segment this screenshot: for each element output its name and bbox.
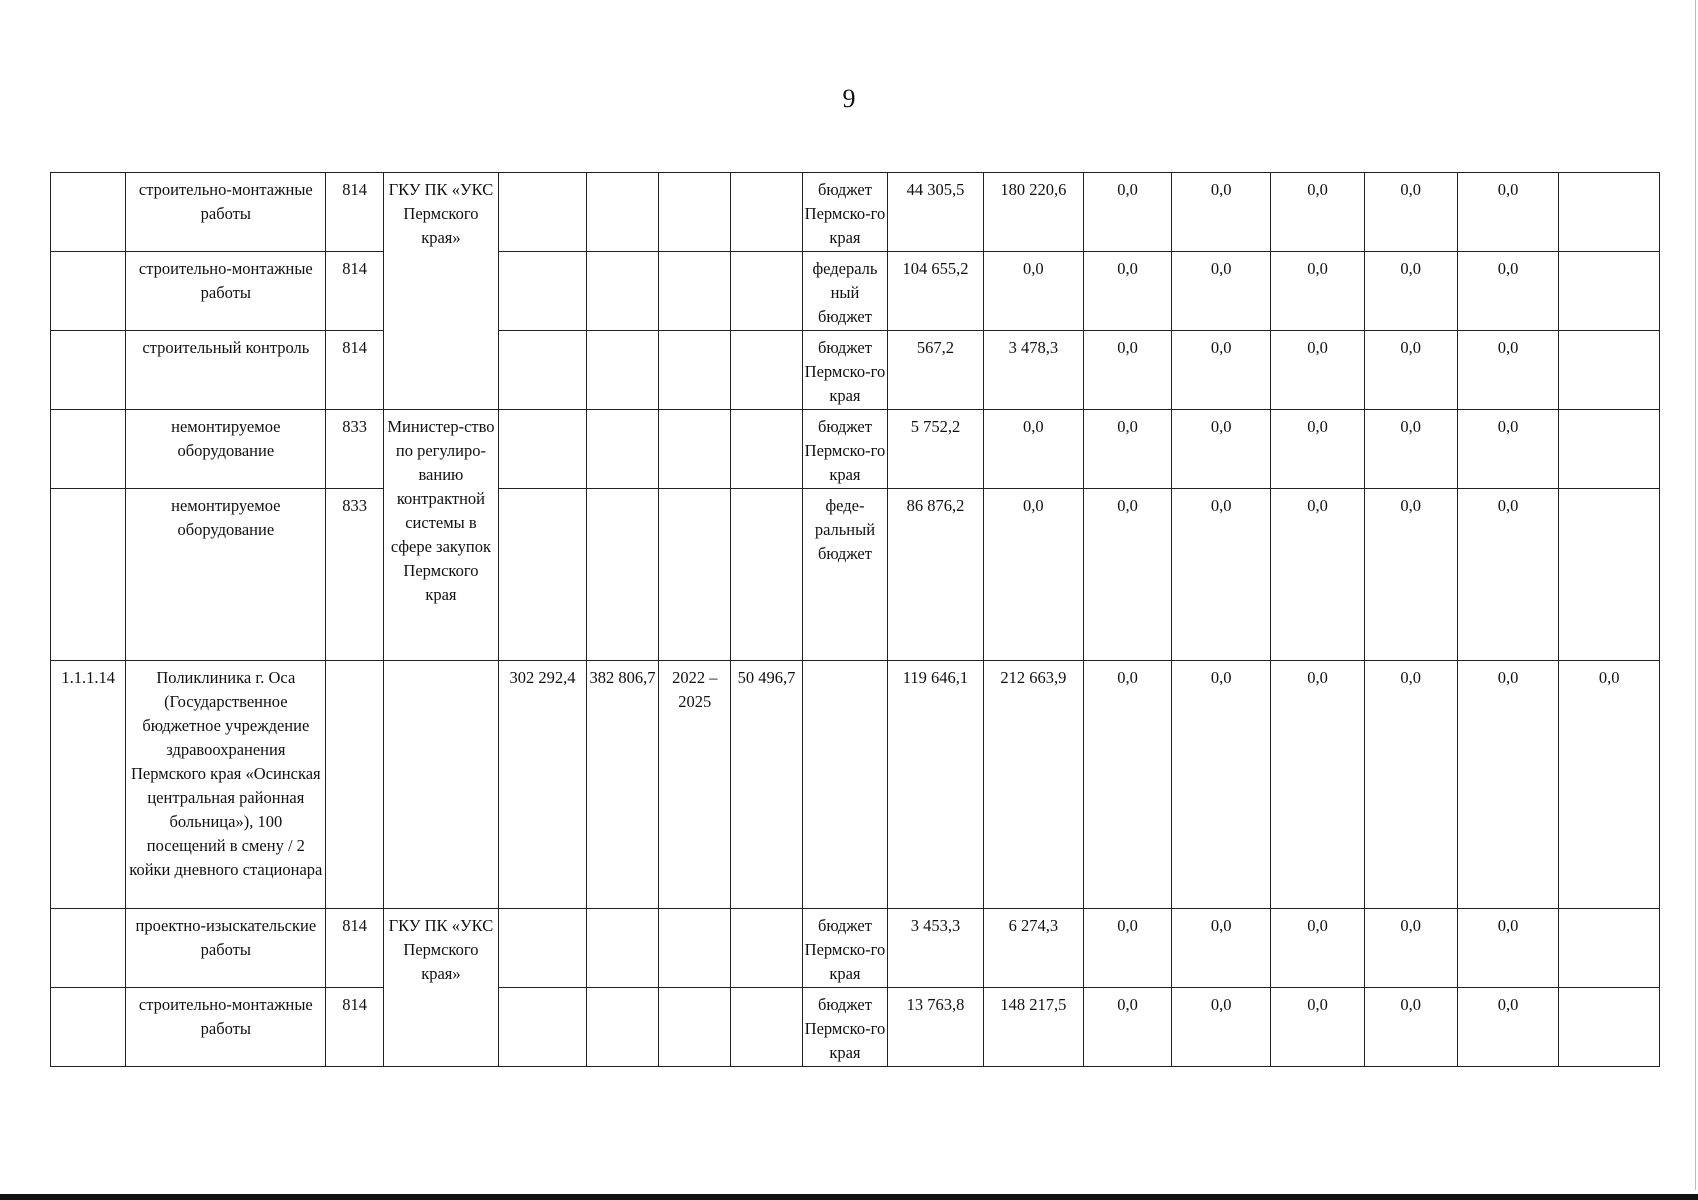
value-cell: 0,0 bbox=[1084, 489, 1172, 661]
value-cell bbox=[1559, 331, 1660, 410]
name-cell: строительно-монтажные работы bbox=[126, 988, 326, 1067]
value-cell: 44 305,5 bbox=[888, 173, 983, 252]
value-cell: 0,0 bbox=[1364, 489, 1457, 661]
value-cell: 567,2 bbox=[888, 331, 983, 410]
value-cell: 0,0 bbox=[1457, 252, 1559, 331]
cost-cell bbox=[731, 909, 802, 988]
code-cell bbox=[51, 252, 126, 331]
code-cell bbox=[51, 489, 126, 661]
source-cell: бюджет Пермско-го края bbox=[802, 331, 888, 410]
executor-cell bbox=[383, 661, 498, 909]
period-cell bbox=[659, 410, 731, 489]
grbs-cell: 814 bbox=[326, 173, 384, 252]
period-cell bbox=[659, 252, 731, 331]
grbs-cell: 814 bbox=[326, 988, 384, 1067]
source-cell: бюджет Пермско-го края bbox=[802, 988, 888, 1067]
value-cell: 0,0 bbox=[1084, 661, 1172, 909]
table-row bbox=[51, 909, 1660, 988]
value-cell: 0,0 bbox=[1364, 252, 1457, 331]
period-cell bbox=[659, 489, 731, 661]
cost-cell bbox=[499, 331, 587, 410]
grbs-cell: 833 bbox=[326, 489, 384, 661]
value-cell: 0,0 bbox=[1084, 173, 1172, 252]
value-cell: 0,0 bbox=[1084, 331, 1172, 410]
value-cell: 0,0 bbox=[1271, 252, 1364, 331]
cost-cell bbox=[731, 173, 802, 252]
value-cell: 0,0 bbox=[1172, 331, 1271, 410]
value-cell: 0,0 bbox=[1084, 988, 1172, 1067]
executor-cell: Министер-ство по регулиро-ванию контрактной системы в сфере закупок Пермского края bbox=[383, 410, 498, 661]
value-cell: 212 663,9 bbox=[983, 661, 1083, 909]
source-cell bbox=[802, 661, 888, 909]
value-cell: 0,0 bbox=[1364, 331, 1457, 410]
grbs-cell bbox=[326, 661, 384, 909]
value-cell: 0,0 bbox=[1271, 331, 1364, 410]
cost-cell bbox=[731, 988, 802, 1067]
value-cell bbox=[1559, 988, 1660, 1067]
value-cell: 6 274,3 bbox=[983, 909, 1083, 988]
cost-cell bbox=[586, 252, 658, 331]
value-cell: 0,0 bbox=[1172, 661, 1271, 909]
code-cell bbox=[51, 909, 126, 988]
grbs-cell: 833 bbox=[326, 410, 384, 489]
value-cell: 0,0 bbox=[1271, 909, 1364, 988]
source-cell: федераль ный бюджет bbox=[802, 252, 888, 331]
value-cell: 13 763,8 bbox=[888, 988, 983, 1067]
value-cell: 0,0 bbox=[1271, 410, 1364, 489]
cost-cell bbox=[586, 988, 658, 1067]
value-cell: 0,0 bbox=[1084, 410, 1172, 489]
value-cell bbox=[1559, 252, 1660, 331]
value-cell: 5 752,2 bbox=[888, 410, 983, 489]
period-cell bbox=[659, 909, 731, 988]
cost-cell bbox=[731, 489, 802, 661]
value-cell: 119 646,1 bbox=[888, 661, 983, 909]
name-cell: немонтируемое оборудование bbox=[126, 410, 326, 489]
value-cell: 0,0 bbox=[1084, 252, 1172, 331]
value-cell: 0,0 bbox=[1457, 489, 1559, 661]
value-cell: 3 453,3 bbox=[888, 909, 983, 988]
value-cell: 0,0 bbox=[1271, 988, 1364, 1067]
cost-cell bbox=[499, 489, 587, 661]
cost-cell: 50 496,7 bbox=[731, 661, 802, 909]
source-cell: бюджет Пермско-го края bbox=[802, 173, 888, 252]
cost-cell bbox=[731, 252, 802, 331]
grbs-cell: 814 bbox=[326, 252, 384, 331]
value-cell: 0,0 bbox=[1172, 909, 1271, 988]
value-cell: 0,0 bbox=[1172, 173, 1271, 252]
table-row bbox=[51, 988, 1660, 1067]
value-cell: 3 478,3 bbox=[983, 331, 1083, 410]
value-cell bbox=[1559, 410, 1660, 489]
value-cell: 0,0 bbox=[1172, 252, 1271, 331]
table-row bbox=[51, 331, 1660, 410]
name-cell: проектно-изыскательские работы bbox=[126, 909, 326, 988]
value-cell: 0,0 bbox=[1172, 410, 1271, 489]
cost-cell bbox=[499, 252, 587, 331]
source-cell: бюджет Пермско-го края bbox=[802, 410, 888, 489]
executor-cell: ГКУ ПК «УКС Пермского края» bbox=[383, 909, 498, 1067]
value-cell: 0,0 bbox=[1457, 988, 1559, 1067]
value-cell: 86 876,2 bbox=[888, 489, 983, 661]
grbs-cell: 814 bbox=[326, 909, 384, 988]
table-row bbox=[51, 489, 1660, 661]
name-cell: немонтируемое оборудование bbox=[126, 489, 326, 661]
value-cell: 0,0 bbox=[983, 410, 1083, 489]
period-cell bbox=[659, 988, 731, 1067]
value-cell: 0,0 bbox=[1364, 661, 1457, 909]
value-cell bbox=[1559, 489, 1660, 661]
value-cell bbox=[1559, 909, 1660, 988]
value-cell: 0,0 bbox=[1364, 988, 1457, 1067]
executor-cell: ГКУ ПК «УКС Пермского края» bbox=[383, 173, 498, 410]
source-cell: бюджет Пермско-го края bbox=[802, 909, 888, 988]
cost-cell: 382 806,7 bbox=[586, 661, 658, 909]
scan-edge-line bbox=[1695, 0, 1696, 1190]
code-cell bbox=[51, 410, 126, 489]
name-cell: строительный контроль bbox=[126, 331, 326, 410]
value-cell bbox=[1559, 173, 1660, 252]
table-row bbox=[51, 661, 1660, 909]
value-cell: 0,0 bbox=[1084, 909, 1172, 988]
grbs-cell: 814 bbox=[326, 331, 384, 410]
value-cell: 0,0 bbox=[1271, 173, 1364, 252]
cost-cell bbox=[499, 173, 587, 252]
value-cell: 148 217,5 bbox=[983, 988, 1083, 1067]
value-cell: 0,0 bbox=[1364, 909, 1457, 988]
cost-cell bbox=[586, 331, 658, 410]
value-cell: 180 220,6 bbox=[983, 173, 1083, 252]
scan-bottom-border bbox=[0, 1194, 1698, 1200]
value-cell: 0,0 bbox=[1364, 410, 1457, 489]
period-cell bbox=[659, 173, 731, 252]
name-cell: строительно-монтажные работы bbox=[126, 252, 326, 331]
cost-cell bbox=[731, 410, 802, 489]
cost-cell bbox=[586, 489, 658, 661]
cost-cell bbox=[731, 331, 802, 410]
table-row bbox=[51, 252, 1660, 331]
name-cell: Поликлиника г. Оса (Государственное бюджетное учреждение здравоохранения Пермского края «Осинская центральная районная больница»), 100 посещений в смену / 2 койки дневного стационара bbox=[126, 661, 326, 909]
cost-cell bbox=[499, 410, 587, 489]
table-row bbox=[51, 410, 1660, 489]
code-cell bbox=[51, 173, 126, 252]
value-cell: 0,0 bbox=[1172, 988, 1271, 1067]
value-cell: 0,0 bbox=[983, 252, 1083, 331]
cost-cell bbox=[499, 909, 587, 988]
value-cell: 0,0 bbox=[1364, 173, 1457, 252]
cost-cell: 302 292,4 bbox=[499, 661, 587, 909]
value-cell: 0,0 bbox=[1457, 661, 1559, 909]
cost-cell bbox=[586, 410, 658, 489]
value-cell: 104 655,2 bbox=[888, 252, 983, 331]
name-cell: строительно-монтажные работы bbox=[126, 173, 326, 252]
period-cell bbox=[659, 331, 731, 410]
page-number: 9 bbox=[842, 84, 856, 113]
value-cell: 0,0 bbox=[1457, 410, 1559, 489]
cost-cell bbox=[499, 988, 587, 1067]
cost-cell bbox=[586, 173, 658, 252]
value-cell: 0,0 bbox=[983, 489, 1083, 661]
cost-cell bbox=[586, 909, 658, 988]
source-cell: феде-ральный бюджет bbox=[802, 489, 888, 661]
table-row bbox=[51, 173, 1660, 252]
code-cell: 1.1.1.14 bbox=[51, 661, 126, 909]
value-cell: 0,0 bbox=[1457, 173, 1559, 252]
period-cell: 2022 – 2025 bbox=[659, 661, 731, 909]
value-cell: 0,0 bbox=[1271, 489, 1364, 661]
value-cell: 0,0 bbox=[1172, 489, 1271, 661]
value-cell: 0,0 bbox=[1271, 661, 1364, 909]
value-cell: 0,0 bbox=[1457, 331, 1559, 410]
code-cell bbox=[51, 988, 126, 1067]
value-cell: 0,0 bbox=[1457, 909, 1559, 988]
code-cell bbox=[51, 331, 126, 410]
budget-table bbox=[50, 172, 1660, 1067]
value-cell: 0,0 bbox=[1559, 661, 1660, 909]
